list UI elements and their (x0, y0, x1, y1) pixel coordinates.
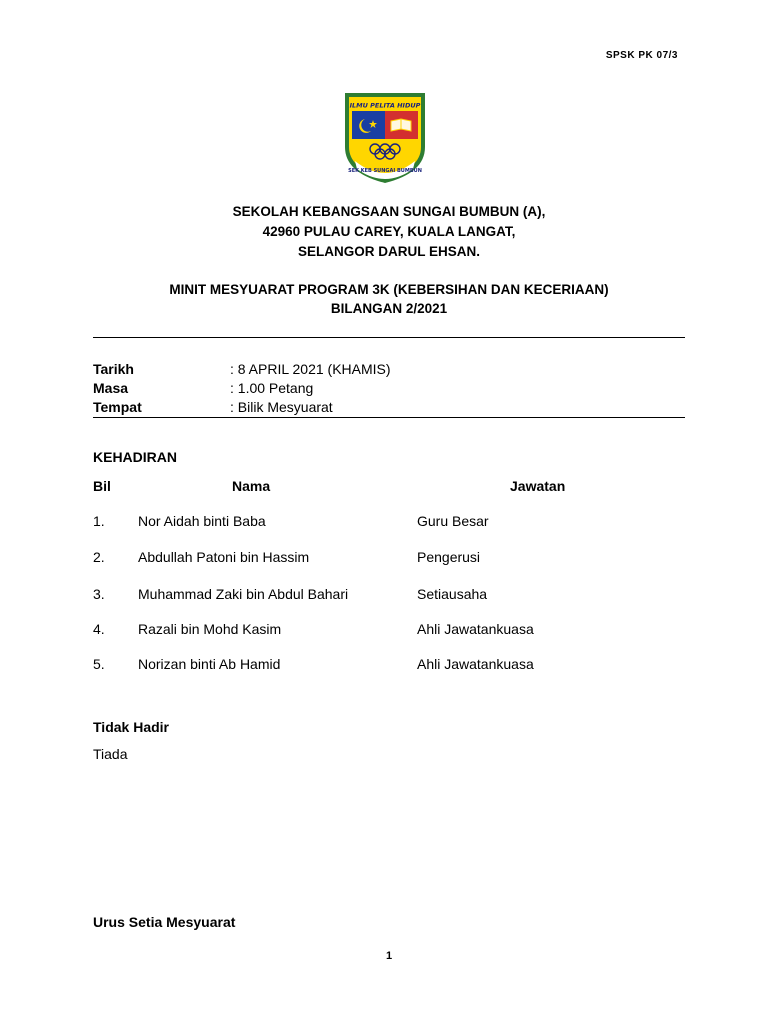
row-number: 1. (93, 513, 105, 529)
column-header-bil: Bil (93, 478, 111, 494)
school-crest-logo (335, 85, 435, 185)
place-label: Tempat (93, 399, 142, 415)
school-address-line-1: 42960 PULAU CAREY, KUALA LANGAT, (262, 224, 516, 239)
document-code: SPSK PK 07/3 (605, 50, 678, 61)
time-label: Masa (93, 380, 129, 396)
member-name: Norizan binti Ab Hamid (138, 656, 281, 672)
header-divider (93, 337, 685, 338)
member-position: Ahli Jawatankuasa (417, 621, 534, 637)
secretariat-heading: Urus Setia Mesyuarat (93, 914, 236, 930)
member-name: Razali bin Mohd Kasim (138, 621, 282, 637)
member-position: Setiausaha (417, 586, 488, 602)
member-position: Pengerusi (417, 549, 481, 565)
document-title: MINIT MESYUARAT PROGRAM 3K (KEBERSIHAN DAN KECERIAAN) (169, 282, 609, 297)
date-value: : 8 APRIL 2021 (KHAMIS) (230, 361, 391, 377)
school-name: SEKOLAH KEBANGSAAN SUNGAI BUMBUN (A), (232, 204, 546, 219)
document-number: BILANGAN 2/2021 (330, 301, 448, 316)
page-number: 1 (385, 950, 393, 962)
time-value: : 1.00 Petang (230, 380, 314, 396)
column-header-nama: Nama (232, 478, 271, 494)
school-address-line-2: SELANGOR DARUL EHSAN. (297, 244, 480, 259)
attendance-heading: KEHADIRAN (93, 449, 177, 465)
row-number: 4. (93, 621, 105, 637)
member-position: Guru Besar (417, 513, 489, 529)
absent-heading: Tidak Hadir (93, 719, 169, 735)
place-value: : Bilik Mesyuarat (230, 399, 333, 415)
crest-motto: ILMU PELITA HIDUP (349, 101, 421, 110)
member-name: Abdullah Patoni bin Hassim (138, 549, 310, 565)
row-number: 2. (93, 549, 105, 565)
details-divider (93, 417, 685, 418)
date-label: Tarikh (93, 361, 134, 377)
member-position: Ahli Jawatankuasa (417, 656, 534, 672)
member-name: Muhammad Zaki bin Abdul Bahari (138, 586, 349, 602)
absent-value: Tiada (93, 746, 128, 762)
column-header-jawatan: Jawatan (510, 478, 566, 494)
crest-banner: SEK KEB SUNGAI BUMBUN (348, 168, 422, 174)
member-name: Nor Aidah binti Baba (138, 513, 266, 529)
row-number: 3. (93, 586, 105, 602)
row-number: 5. (93, 656, 105, 672)
